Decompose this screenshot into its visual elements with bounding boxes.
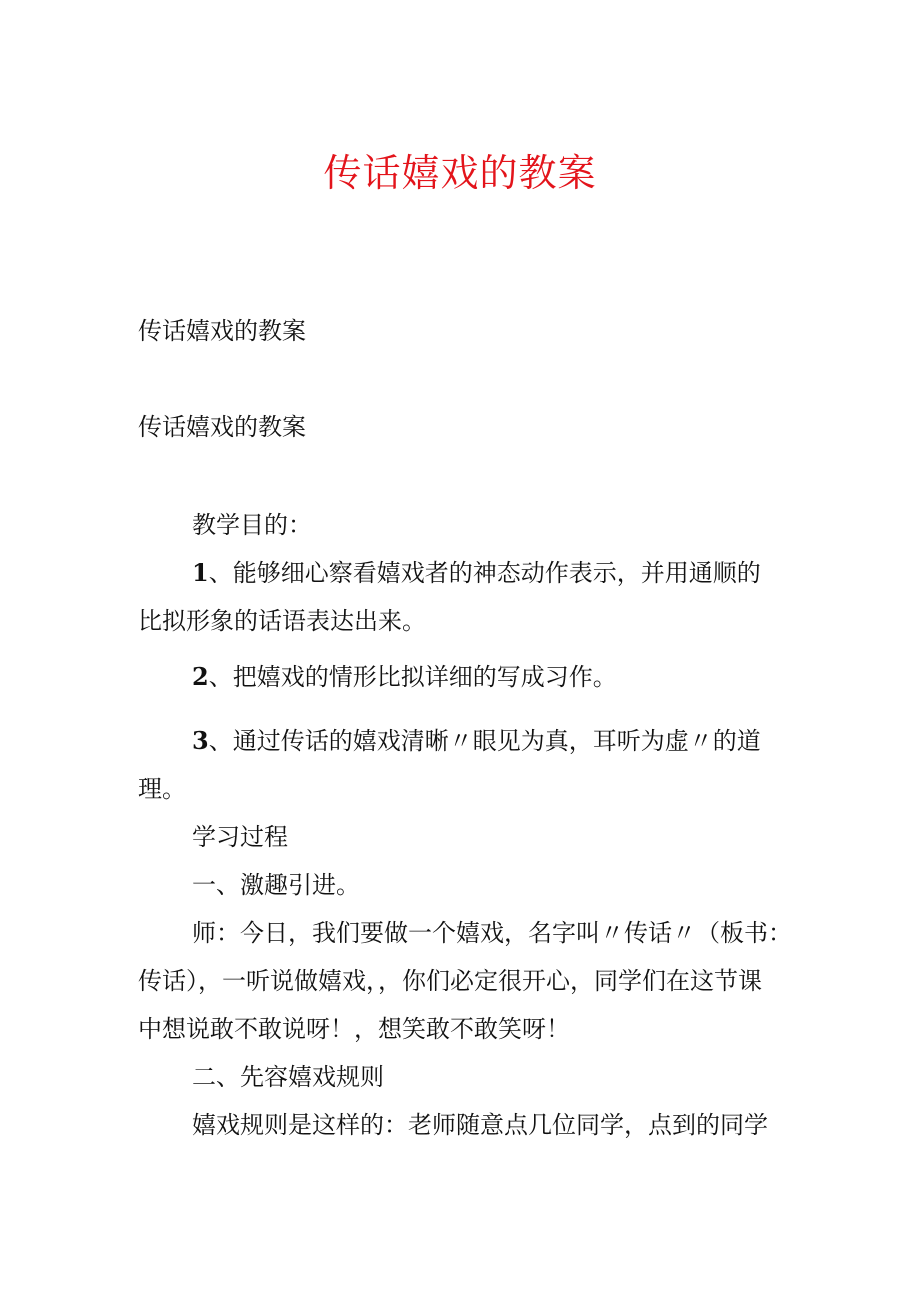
objective-3-text: 、通过传话的嬉戏清晰〃眼见为真，耳听为虚〃的道 (208, 727, 761, 755)
objective-1-number: 1 (192, 558, 209, 587)
rules-line-1: 嬉戏规则是这样的：老师随意点几位同学，点到的同学 (192, 1111, 768, 1139)
teacher-para-line-1: 师：今日，我们要做一个嬉戏，名字叫〃传话〃（板书： (192, 919, 792, 947)
objective-3-number: 3 (192, 726, 209, 755)
objective-1-line-2: 比拟形象的话语表达出来。 (138, 607, 426, 635)
teacher-para-line-2: 传话），一听说做嬉戏，，你们必定很开心，同学们在这节课 (138, 967, 762, 995)
objective-1-text: 、能够细心察看嬉戏者的神态动作表示，并用通顺的 (208, 559, 761, 587)
objective-3-line-1 (192, 724, 852, 758)
objective-3-line-2: 理。 (138, 775, 186, 803)
section-1-heading: 一、激趣引进。 (192, 871, 360, 899)
process-heading: 学习过程 (192, 823, 288, 851)
subtitle-line-1: 传话嬉戏的教案 (138, 317, 306, 345)
objective-1-line-1 (192, 556, 852, 590)
document-title: 传话嬉戏的教案 (323, 151, 597, 195)
subtitle-line-2: 传话嬉戏的教案 (138, 413, 306, 441)
objective-2-line-1 (192, 660, 852, 694)
teacher-para-line-3: 中想说敢不敢说呀！，想笑敢不敢笑呀！ (138, 1015, 570, 1043)
section-2-heading: 二、先容嬉戏规则 (192, 1063, 384, 1091)
objectives-heading: 教学目的： (192, 511, 312, 539)
objective-2-text: 、把嬉戏的情形比拟详细的写成习作。 (208, 663, 617, 691)
objective-2-number: 2 (192, 662, 209, 691)
